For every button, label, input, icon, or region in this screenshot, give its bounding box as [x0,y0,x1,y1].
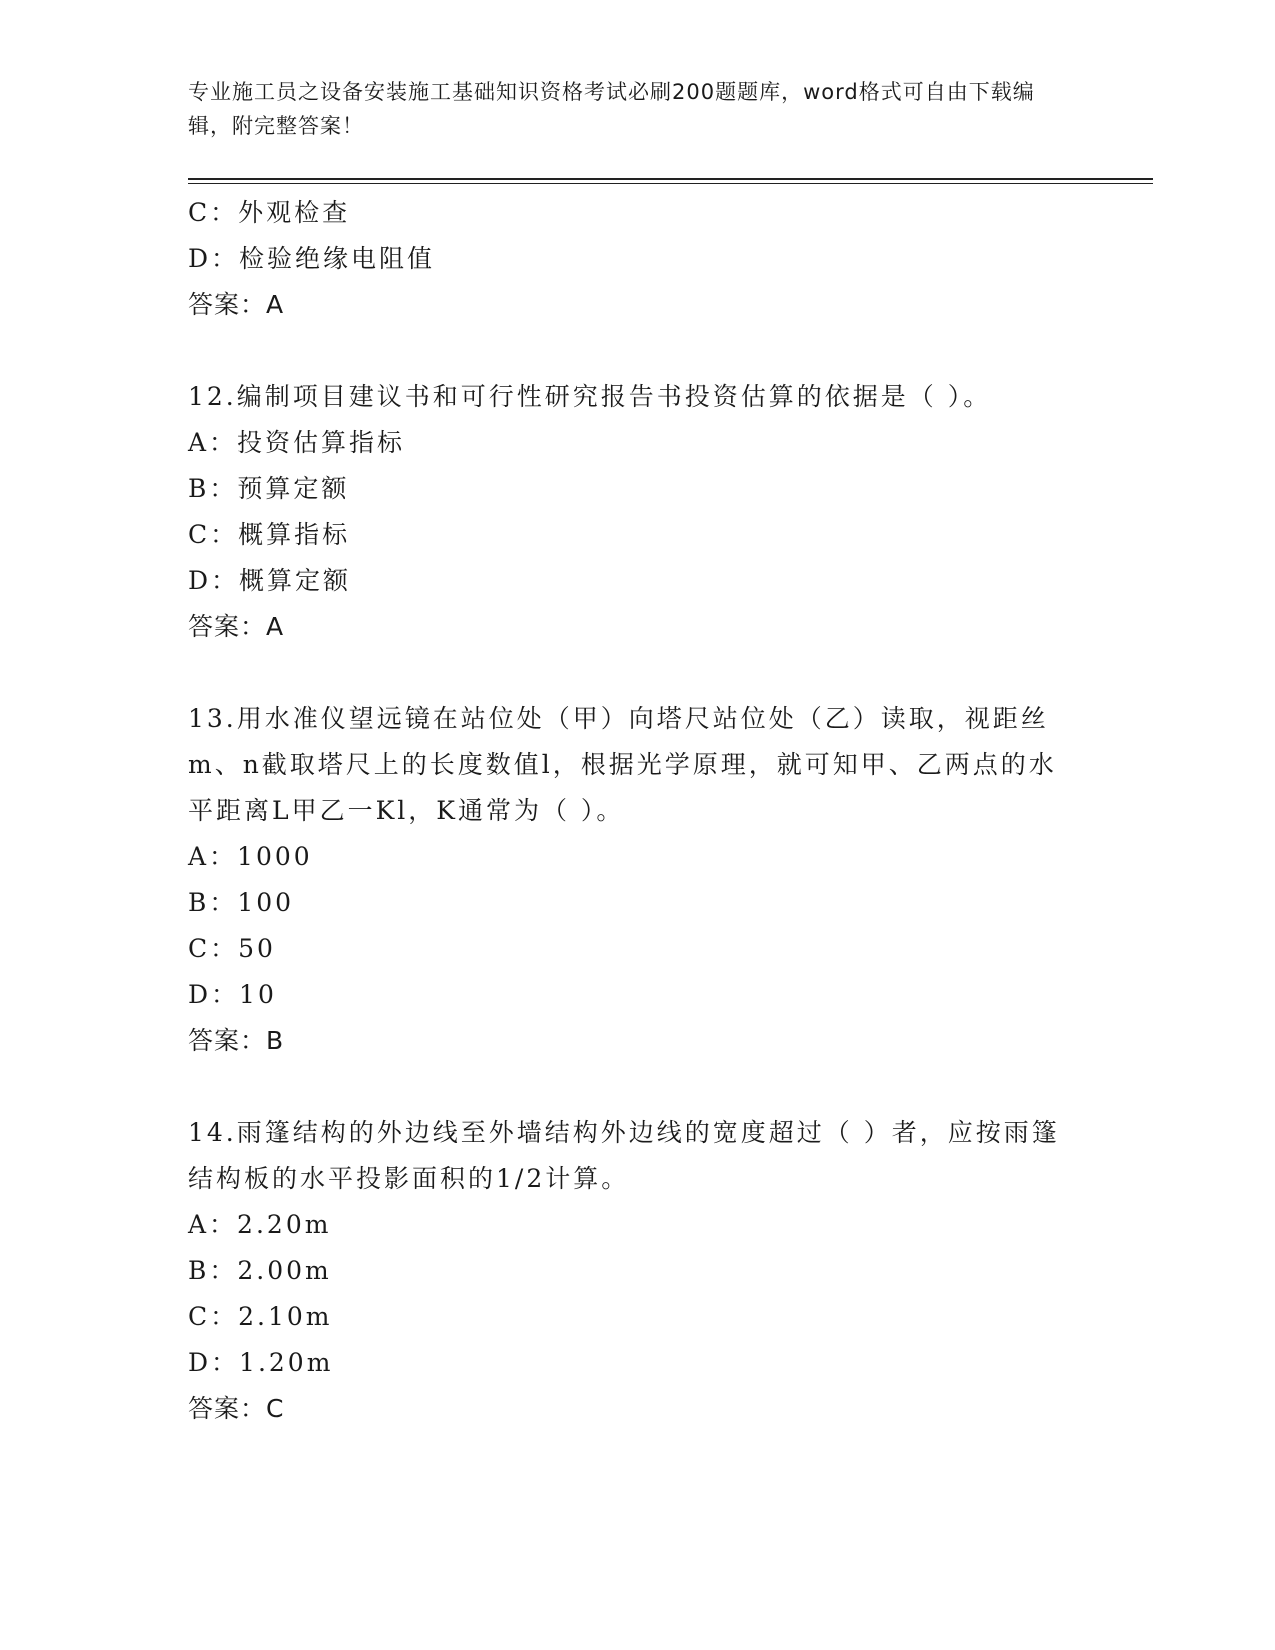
option-a: A：2.20m [188,1210,332,1239]
answer-line: 答案：C [188,1394,285,1423]
option-a: A：投资估算指标 [188,428,406,457]
option-c: C：外观检查 [188,198,351,227]
document-header: 专业施工员之设备安装施工基础知识资格考试必刷200题题库，word格式可自由下载编辑，附完整答案！ [188,80,1035,138]
question-text: 14.雨篷结构的外边线至外墙结构外边线的宽度超过（ ）者，应按雨篷结构板的水平投影面积的1/2计算。 [188,1118,1060,1193]
option-c: C：50 [188,934,276,963]
answer-line: 答案：A [188,290,285,319]
option-d: D：概算定额 [188,566,352,595]
spacer [188,1064,1088,1110]
question-text: 12.编制项目建议书和可行性研究报告书投资估算的依据是（ ）。 [188,382,992,411]
option-b: B：100 [188,888,295,917]
option-a: A：1000 [188,842,313,871]
option-b: B：预算定额 [188,474,350,503]
option-b: B：2.00m [188,1256,332,1285]
question-text: 13.用水准仪望远镜在站位处（甲）向塔尺站位处（乙）读取，视距丝m、n截取塔尺上的长度数值l，根据光学原理，就可知甲、乙两点的水平距离L甲乙一Kl，K通常为（ ）。 [188,704,1057,825]
option-c: C：2.10m [188,1302,333,1331]
option-d: D：1.20m [188,1348,334,1377]
question-list [188,190,1088,1432]
header-divider-thick [188,178,1153,180]
answer-line: 答案：B [188,1026,285,1055]
option-d: D：10 [188,980,277,1009]
option-c: C：概算指标 [188,520,351,549]
question-fragment [188,190,1088,328]
question-12 [188,374,1088,650]
answer-line: 答案：A [188,612,285,641]
spacer [188,650,1088,696]
option-d: D：检验绝缘电阻值 [188,244,436,273]
spacer [188,328,1088,374]
header-divider-thin [188,183,1153,184]
question-14 [188,1110,1088,1432]
question-13 [188,696,1088,1064]
